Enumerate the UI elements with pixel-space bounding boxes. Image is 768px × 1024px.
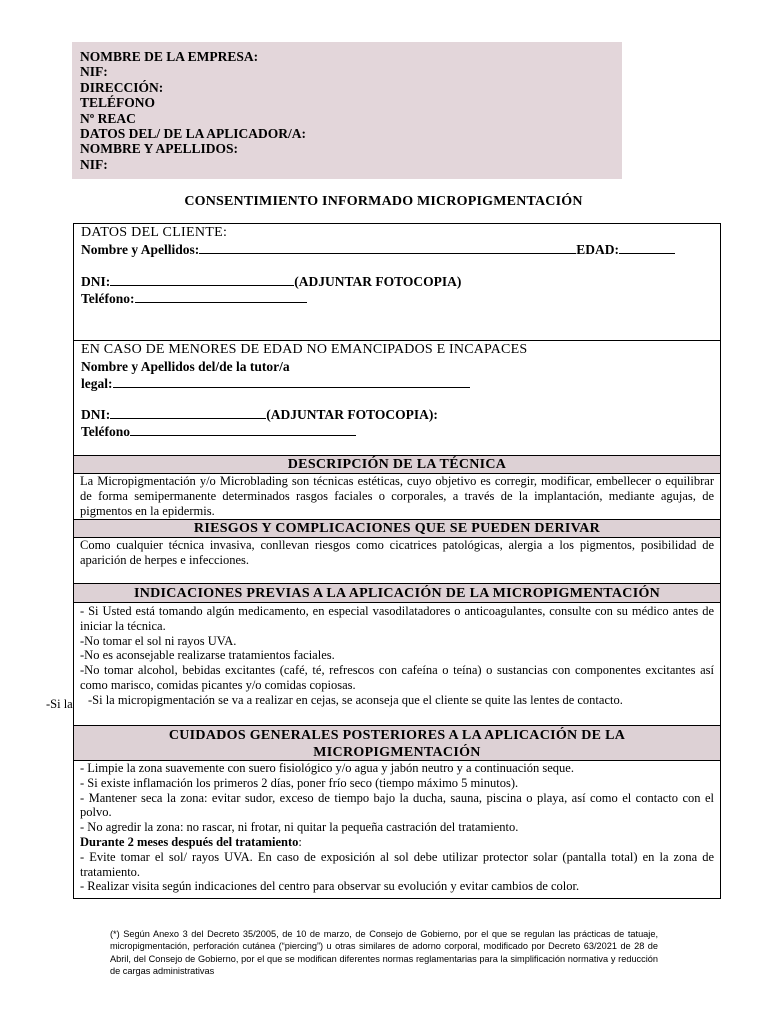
aftercare-heading-line2: MICROPIGMENTACIÓN [313,745,481,760]
minors-section [74,340,720,457]
client-age-field[interactable] [619,242,675,254]
aftercare-subheading-suffix: : [298,834,302,849]
document-title: CONSENTIMIENTO INFORMADO MICROPIGMENTACIÓN [184,194,583,209]
client-data-section [74,224,720,340]
guardian-phone-row [74,424,356,440]
client-name-field[interactable] [199,242,576,254]
client-dni-field[interactable] [110,274,294,286]
company-info-block [72,42,622,179]
pre-indication-item: - Si Usted está tomando algún medicamento, en especial vasodilatadores o anticoagulantes, consulte con su médico antes de iniciar la técnica. [80,604,714,633]
risks-text: Como cualquier técnica invasiva, conllevan riesgos como cicatrices patológicas, alergia a los pigmentos, posibilidad de aparición de herpes e infecciones. [80,538,714,567]
risks-section [74,519,720,583]
aftercare-item: - Evite tomar el sol/ rayos UVA. En caso de exposición al sol debe utilizar protector solar (pantalla total) en la zona de tratamiento. [80,849,714,879]
guardian-name-field[interactable] [113,376,470,388]
aftercare-item: - No agredir la zona: no rascar, ni frotar, ni quitar la pequeña castración del tratamiento. [80,820,519,835]
aftercare-item: - Mantener seca la zona: evitar sudor, exceso de tiempo bajo la ducha, sauna, piscina o playa, así como el contacto con el polvo. [80,790,714,820]
aftercare-item: - Realizar visita según indicaciones del centro para observar su evolución y evitar cambios de color. [80,879,580,894]
company-phone-label: TELÉFONO [80,95,156,111]
pre-indications-list [74,603,720,708]
aftercare-subheading: Durante 2 meses después del tratamiento [80,834,299,849]
technique-text: La Micropigmentación y/o Microblading son técnicas estéticas, cuyo objetivo es corregir, modificar, embellecer o equilibrar de forma semipermanente determinados rasgos faciales o corporales, a través de la implantación, mediante agujas, de pigmentos en la epidermis. [80,474,714,518]
guardian-label-2: legal: [81,376,113,391]
guardian-phone-label: Teléfono [81,424,131,439]
aftercare-section [74,725,720,900]
legal-footnote: (*) Según Anexo 3 del Decreto 35/2005, de 10 de marzo, de Consejo de Gobierno, por el que se regulan las prácticas de tatuaje, micropigmentación, perforación cutánea (“piercing”) u otras similares de adorno corporal, modificado por Decreto 63/2021 de 28 de Abril, del Consejo de Gobierno, por el que se modifican diferentes normas reglamentarias para la simplificación normativa y reducción de cargas administrativas [110,929,658,976]
company-nif-label: NIF: [80,64,108,80]
pre-indication-item: -No es aconsejable realizarse tratamientos faciales. [80,648,335,663]
client-phone-label: Teléfono: [81,291,135,306]
guardian-dni-row [74,407,438,423]
client-age-label: EDAD: [576,242,620,257]
guardian-photocopy-note: (ADJUNTAR FOTOCOPIA): [266,407,438,422]
aftercare-item: - Si existe inflamación los primeros 2 días, poner frío seco (tiempo máximo 5 minutos). [80,775,519,790]
client-dni-row [74,274,461,290]
aftercare-heading [74,725,720,761]
client-name-label: Nombre y Apellidos: [81,242,200,257]
guardian-dni-label: DNI: [81,407,111,422]
company-reac-label: Nº REAC [80,110,136,126]
technique-section [74,455,720,519]
client-dni-label: DNI: [81,274,111,289]
guardian-dni-field[interactable] [110,407,266,419]
client-phone-row [74,291,307,307]
client-name-row [74,242,675,258]
applicator-data-label: DATOS DEL/ DE LA APLICADOR/A: [80,126,307,142]
aftercare-subheading-row [80,835,714,850]
guardian-label-1: Nombre y Apellidos del/de la tutor/a [81,359,290,374]
pre-indication-item: -No tomar alcohol, bebidas excitantes (café, té, refrescos con cafeína o teína) o sustancias con componentes excitantes así como marisco, comidas picantes y/o comidas copiosas. [80,663,714,692]
pre-indication-item: -Si la micropigmentación se va a realizar en cejas, se aconseja que el cliente se quite las lentes de contacto. [88,692,623,707]
pre-indications-heading: INDICACIONES PREVIAS A LA APLICACIÓN DE LA MICROPIGMENTACIÓN [74,583,720,603]
company-name-label: NOMBRE DE LA EMPRESA: [80,49,259,64]
minors-heading: EN CASO DE MENORES DE EDAD NO EMANCIPADOS E INCAPACES [81,342,528,357]
risks-heading: RIESGOS Y COMPLICACIONES QUE SE PUEDEN DERIVAR [74,519,720,538]
technique-heading: DESCRIPCIÓN DE LA TÉCNICA [74,455,720,474]
client-phone-field[interactable] [135,291,307,303]
stray-text-fragment: -Si la [46,697,73,711]
applicator-name-label: NOMBRE Y APELLIDOS: [80,141,239,157]
aftercare-list [74,761,720,894]
pre-indications-section [74,583,720,725]
client-photocopy-note: (ADJUNTAR FOTOCOPIA) [294,274,462,289]
aftercare-heading-line1: CUIDADOS GENERALES POSTERIORES A LA APLICACIÓN DE LA [168,728,626,743]
client-data-heading: DATOS DEL CLIENTE: [81,225,228,240]
pre-indication-item: -No tomar el sol ni rayos UVA. [80,633,237,648]
guardian-phone-field[interactable] [130,424,356,436]
applicator-nif-label: NIF: [80,156,108,172]
consent-form [73,223,721,899]
guardian-name-row [74,376,470,392]
company-address-label: DIRECCIÓN: [80,79,164,95]
aftercare-item: - Limpie la zona suavemente con suero fisiológico y/o agua y jabón neutro y a continuación seque. [80,761,574,775]
